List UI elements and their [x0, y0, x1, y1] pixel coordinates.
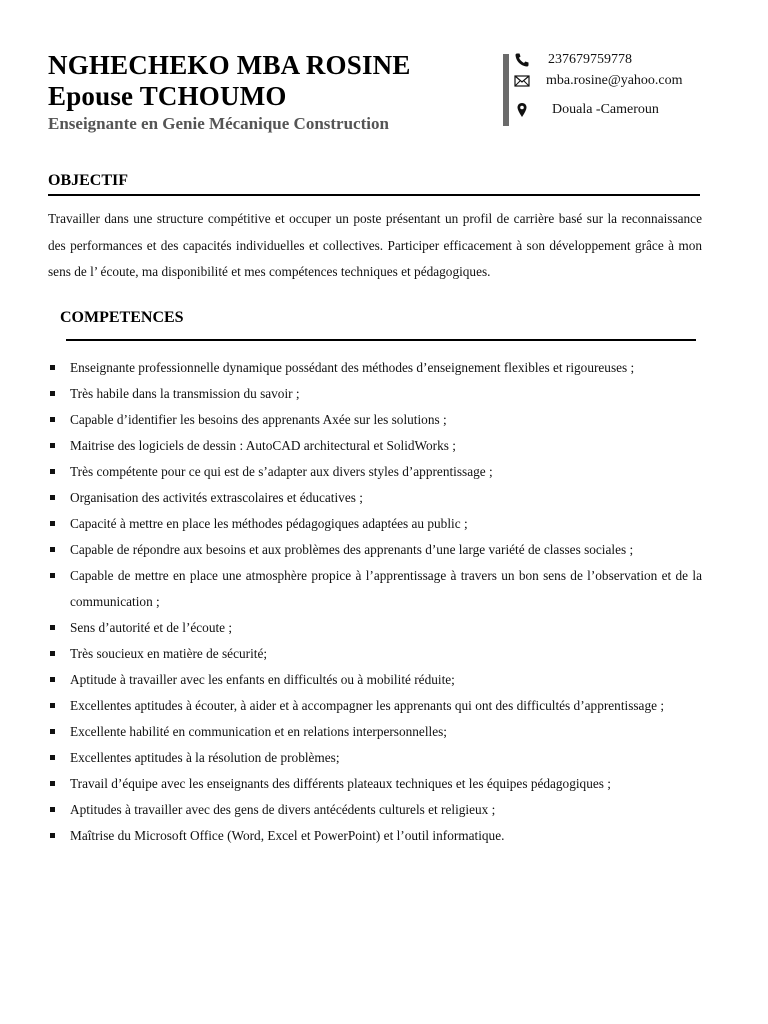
name-line-1: NGHECHEKO MBA ROSINE [48, 50, 411, 80]
list-item: Maitrise des logiciels de dessin : AutoCAD architectural et SolidWorks ; [48, 433, 702, 459]
contact-phone [514, 52, 632, 68]
objectif-text: Travailler dans une structure compétitive et occuper un poste présentant un profil de carrière basé sur la reconnaissance des performances et des capacités individuelles et collectives. Participer efficacement à son développement grâce à mon sens de l’ écoute, ma disponibilité et mes compétences techniques et pédagogiques. [48, 211, 702, 279]
list-item: Maîtrise du Microsoft Office (Word, Excel et PowerPoint) et l’outil informatique. [48, 823, 702, 849]
competences-list [48, 355, 702, 849]
contact-email [514, 73, 683, 89]
phone-icon [514, 52, 530, 68]
list-item: Enseignante professionnelle dynamique possédant des méthodes d’enseignement flexibles et rigoureuses ; [48, 355, 702, 381]
list-item: Excellente habilité en communication et en relations interpersonnelles; [48, 719, 702, 745]
map-pin-icon [514, 102, 530, 118]
envelope-icon [514, 73, 530, 89]
list-item: Capable de mettre en place une atmosphère propice à l’apprentissage à travers un bon sens de l’observation et de la communication ; [48, 563, 702, 615]
list-item: Très compétente pour ce qui est de s’adapter aux divers styles d’apprentissage ; [48, 459, 702, 485]
list-item: Sens d’autorité et de l’écoute ; [48, 615, 702, 641]
objectif-heading: OBJECTIF [48, 172, 129, 189]
list-item: Excellentes aptitudes à écouter, à aider et à accompagner les apprenants qui ont des difficultés d’apprentissage ; [48, 693, 702, 719]
list-item: Très habile dans la transmission du savoir ; [48, 381, 702, 407]
list-item: Excellentes aptitudes à la résolution de problèmes; [48, 745, 702, 771]
job-title: Enseignante en Genie Mécanique Construction [48, 114, 389, 133]
list-item: Capable d’identifier les besoins des apprenants Axée sur les solutions ; [48, 407, 702, 433]
list-item: Travail d’équipe avec les enseignants des différents plateaux techniques et les équipes pédagogiques ; [48, 771, 702, 797]
objectif-rule [48, 194, 700, 196]
list-item: Capable de répondre aux besoins et aux problèmes des apprenants d’une large variété de classes sociales ; [48, 537, 702, 563]
location-text: Douala -Cameroun [552, 102, 659, 117]
contact-location [514, 102, 659, 118]
header [48, 50, 411, 134]
list-item: Aptitudes à travailler avec des gens de divers antécédents culturels et religieux ; [48, 797, 702, 823]
email-address: mba.rosine@yahoo.com [546, 73, 683, 88]
list-item: Capacité à mettre en place les méthodes pédagogiques adaptées au public ; [48, 511, 702, 537]
competences-rule [66, 339, 696, 341]
list-item: Aptitude à travailler avec les enfants en difficultés ou à mobilité réduite; [48, 667, 702, 693]
list-item: Très soucieux en matière de sécurité; [48, 641, 702, 667]
contact-divider-bar [503, 54, 509, 126]
name-line-2: Epouse TCHOUMO [48, 81, 287, 111]
phone-number: 237679759778 [548, 52, 632, 67]
competences-heading: COMPETENCES [60, 309, 184, 326]
list-item: Organisation des activités extrascolaires et éducatives ; [48, 485, 702, 511]
